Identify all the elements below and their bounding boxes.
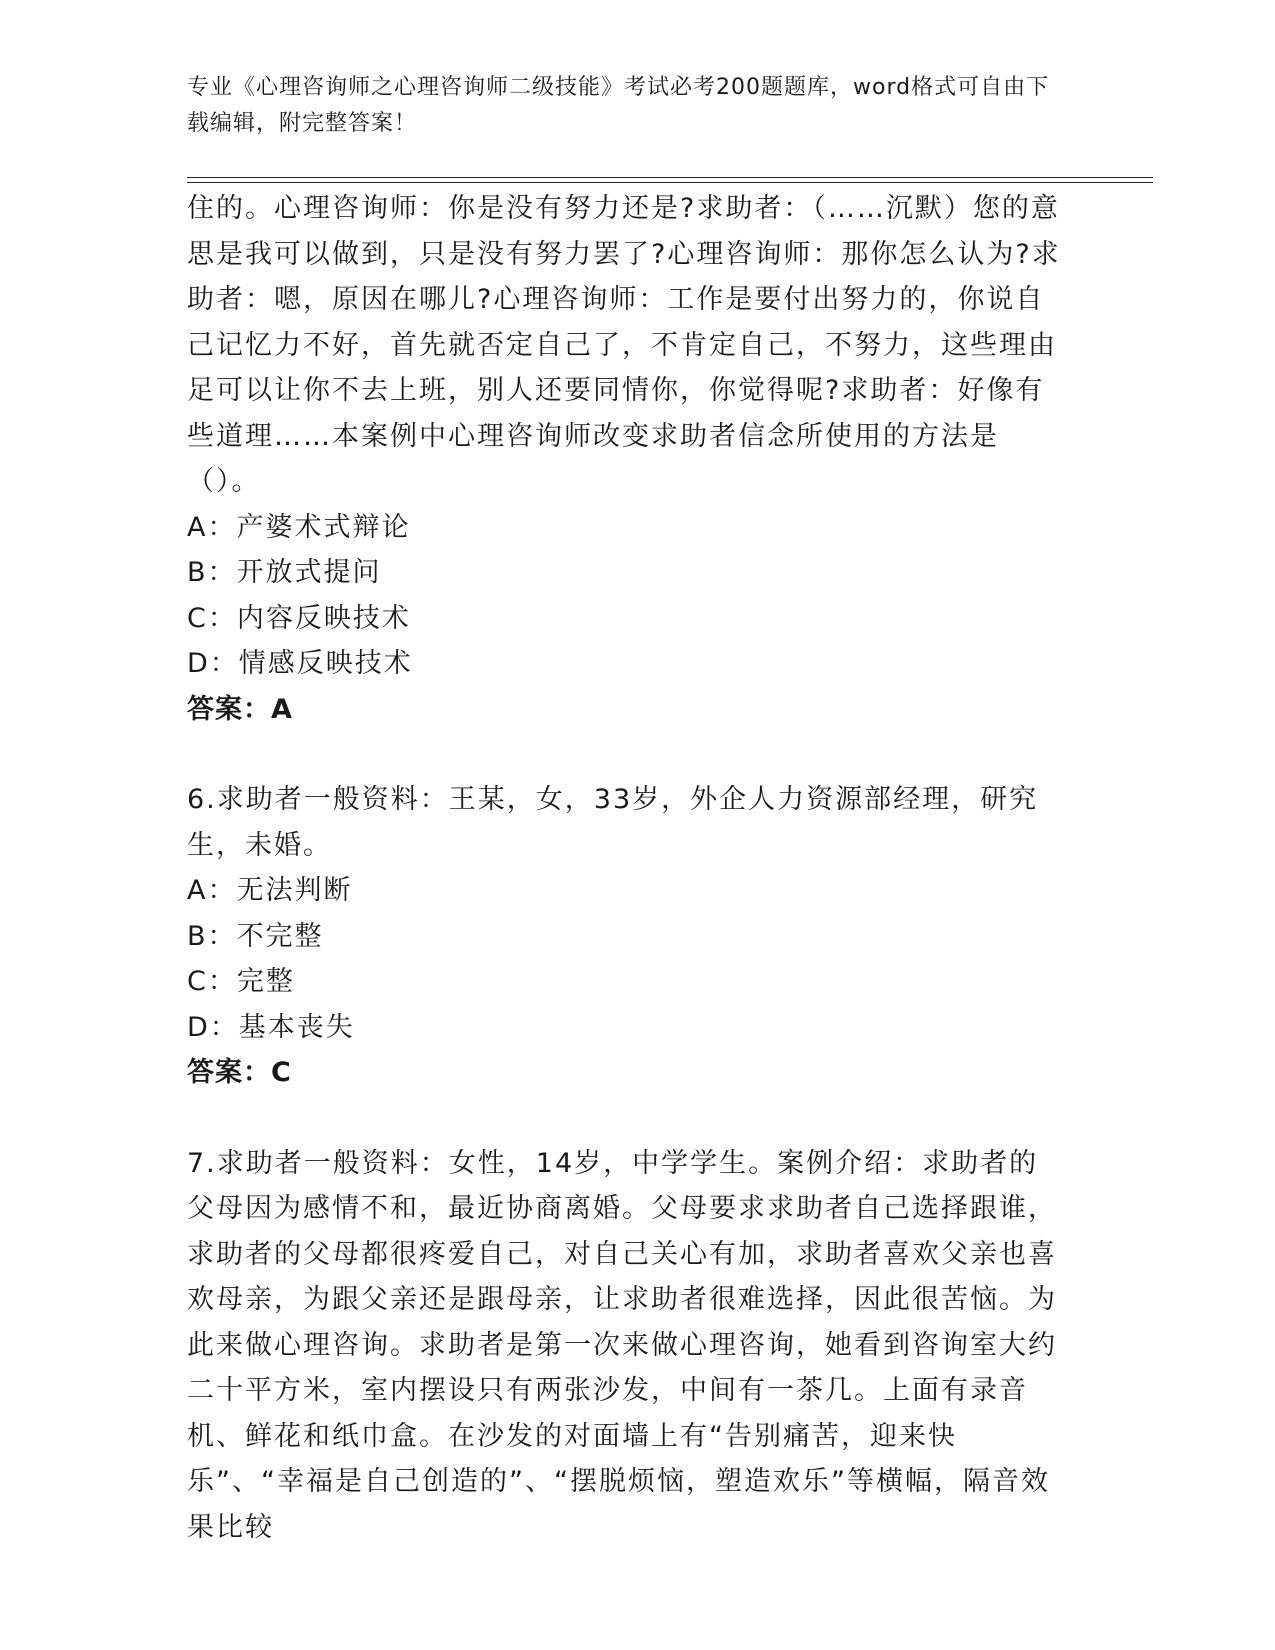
option-a: A：无法判断 [187,875,353,906]
question-6 [187,777,1067,1096]
header-divider-bottom [187,182,1153,183]
question-spacer [187,1096,1067,1141]
option-d: D：情感反映技术 [187,648,413,679]
question-text: 6.求助者一般资料：王某，女，33岁，外企人力资源部经理，研究生，未婚。 [187,784,1039,861]
document-body [187,186,1067,1550]
option-b: B：开放式提问 [187,557,382,588]
header-divider-top [187,177,1153,178]
question-text: 住的。心理咨询师：你是没有努力还是?求助者：（……沉默）您的意思是我可以做到，只是没有努力罢了?心理咨询师：那你怎么认为?求助者：嗯，原因在哪儿?心理咨询师：工作是要付出努力的，你说自己记忆力不好，首先就否定自己了，不肯定自己，不努力，这些理由足可以让你不去上班，别人还要同情你，你觉得呢?求助者：好像有些道理……本案例中心理咨询师改变求助者信念所使用的方法是（）。 [187,193,1061,497]
question-spacer [187,732,1067,777]
option-c: C：完整 [187,966,295,997]
question-5-continued [187,186,1067,732]
answer-label: 答案：A [187,693,293,725]
option-a: A：产婆术式辩论 [187,511,411,543]
option-d: D：基本丧失 [187,1011,355,1043]
answer-label: 答案：C [187,1057,292,1088]
question-text: 7.求助者一般资料：女性，14岁，中学学生。案例介绍：求助者的父母因为感情不和，最近协商离婚。父母要求求助者自己选择跟谁，求助者的父母都很疼爱自己，对自己关心有加，求助者喜欢父亲也喜欢母亲，为跟父亲还是跟母亲，让求助者很难选择，因此很苦恼。为此来做心理咨询。求助者是第一次来做心理咨询，她看到咨询室大约二十平方米，室内摆设只有两张沙发，中间有一茶几。上面有录音机、鲜花和纸巾盒。在沙发的对面墙上有“告别痛苦，迎来快乐”、“幸福是自己创造的”、“摆脱烦恼，塑造欢乐”等横幅，隔音效果比较 [187,1147,1057,1543]
document-header-title: 专业《心理咨询师之心理咨询师二级技能》考试必考200题题库，word格式可自由下载编辑，附完整答案！ [187,75,1050,136]
option-c: C：内容反映技术 [187,602,411,634]
question-7 [187,1141,1067,1551]
option-b: B：不完整 [187,920,324,952]
